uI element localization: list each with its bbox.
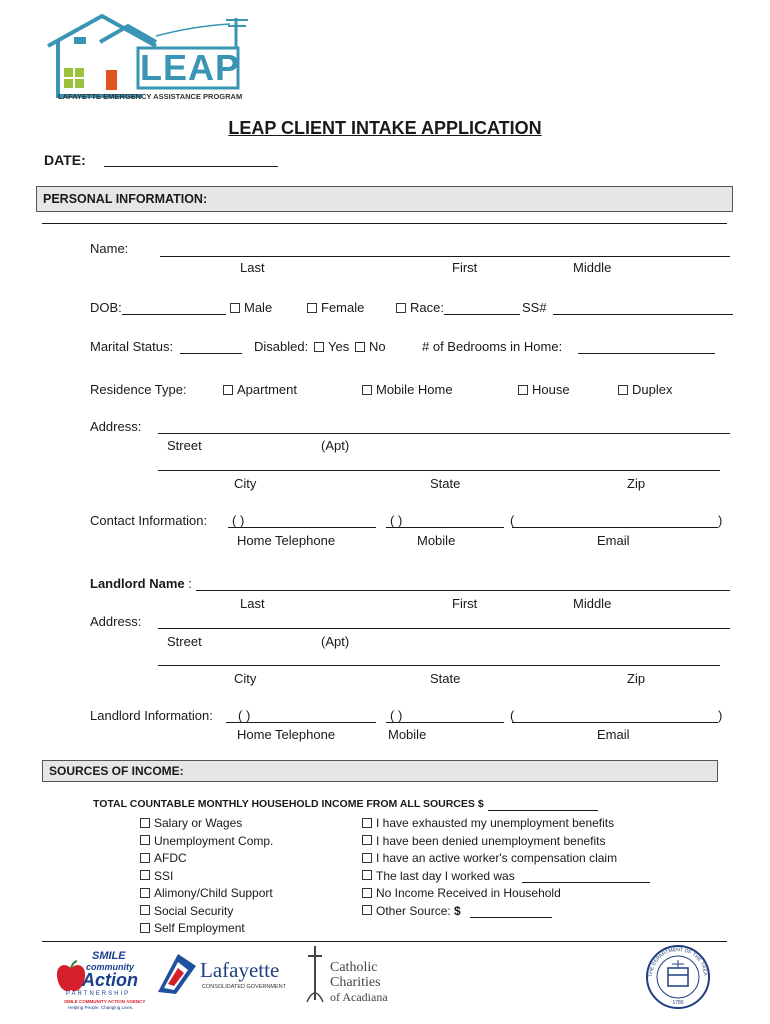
dob-field[interactable]: [122, 314, 226, 315]
landlord-city-caption: City: [234, 671, 257, 686]
landlord-apt-caption: (Apt): [321, 634, 350, 649]
landlord-info-label: Landlord Information:: [90, 708, 213, 723]
zip-caption: Zip: [627, 476, 646, 491]
name-label: Name:: [90, 241, 129, 256]
landlord-name-label: Landlord Name :: [90, 576, 192, 591]
lafayette-emblem-icon: [156, 952, 198, 996]
email-open-paren: (: [510, 513, 515, 528]
income-option-workers-comp[interactable]: I have an active worker's compensation claim: [362, 851, 617, 869]
landlord-home-area-code: ( ): [238, 708, 251, 723]
catholic-word: Catholic: [330, 960, 378, 975]
checkbox-icon[interactable]: [362, 853, 372, 863]
landlord-city-field[interactable]: [158, 665, 720, 666]
income-option-alimony[interactable]: Alimony/Child Support: [140, 886, 273, 904]
seal-text: THE DEPARTMENT OF THE TREA: [647, 946, 708, 978]
total-income-field[interactable]: [488, 810, 598, 811]
name-first-caption: First: [452, 260, 478, 275]
cross-icon: [304, 944, 326, 1004]
name-last-caption: Last: [240, 260, 265, 275]
landlord-name-field[interactable]: [196, 590, 730, 591]
other-source-field[interactable]: [470, 917, 552, 918]
bedrooms-field[interactable]: [578, 353, 715, 354]
race-field[interactable]: [444, 314, 520, 315]
landlord-mobile-area-code: ( ): [390, 708, 403, 723]
checkbox-icon[interactable]: [140, 870, 150, 880]
personal-info-title: PERSONAL INFORMATION:: [43, 192, 208, 206]
checkbox-icon[interactable]: [140, 923, 150, 933]
of-acadiana-word: of Acadiana: [330, 990, 388, 1004]
landlord-email-field[interactable]: [512, 722, 718, 723]
landlord-zip-caption: Zip: [627, 671, 646, 686]
marital-status-label: Marital Status:: [90, 339, 174, 354]
landlord-email-open-paren: (: [510, 708, 515, 723]
name-field[interactable]: [160, 256, 730, 257]
divider: [42, 223, 727, 224]
last-day-worked-field[interactable]: [522, 882, 650, 883]
name-middle-caption: Middle: [573, 260, 612, 275]
checkbox-icon[interactable]: [307, 303, 317, 313]
income-option-denied[interactable]: I have been denied unemployment benefits: [362, 834, 617, 852]
landlord-home-phone-field[interactable]: [226, 722, 376, 723]
checkbox-icon[interactable]: [362, 888, 372, 898]
residence-house-option[interactable]: House: [518, 382, 570, 397]
gender-female-option[interactable]: Female: [307, 300, 364, 315]
contact-info-label: Contact Information:: [90, 513, 208, 528]
apt-caption: (Apt): [321, 438, 350, 453]
landlord-email-close-paren: ): [718, 708, 723, 723]
checkbox-icon[interactable]: [518, 385, 528, 395]
landlord-street-field[interactable]: [158, 628, 730, 629]
address-label: Address:: [90, 419, 142, 434]
residence-apartment-option[interactable]: Apartment: [223, 382, 297, 397]
income-right-list: [362, 816, 617, 921]
mobile-area-code: ( ): [390, 513, 403, 528]
checkbox-icon[interactable]: [314, 342, 324, 352]
income-option-other[interactable]: Other Source: $: [362, 904, 617, 922]
checkbox-icon[interactable]: [140, 853, 150, 863]
street-caption: Street: [167, 438, 202, 453]
date-field[interactable]: [104, 166, 278, 167]
address-city-field[interactable]: [158, 470, 720, 471]
ss-label: SS#: [522, 300, 547, 315]
landlord-mobile-field[interactable]: [386, 722, 504, 723]
charities-word: Charities: [330, 975, 381, 990]
income-option-salary[interactable]: Salary or Wages: [140, 816, 273, 834]
disabled-no-option[interactable]: No: [355, 339, 386, 354]
landlord-email-caption: Email: [597, 727, 630, 742]
email-caption: Email: [597, 533, 630, 548]
smile-tagline: Helping People. Changing Lives.: [68, 1005, 134, 1010]
gender-male-option[interactable]: Male: [230, 300, 272, 315]
bedrooms-label: # of Bedrooms in Home:: [422, 339, 563, 354]
home-telephone-caption: Home Telephone: [237, 533, 336, 548]
home-phone-area-code: ( ): [232, 513, 245, 528]
income-option-no-income[interactable]: No Income Received in Household: [362, 886, 617, 904]
checkbox-icon[interactable]: [362, 905, 372, 915]
income-option-self-employment[interactable]: Self Employment: [140, 921, 273, 939]
smile-partnership: PARTNERSHIP: [66, 991, 131, 997]
smile-word: SMILE: [92, 950, 126, 962]
leap-logo: [44, 12, 254, 104]
checkbox-icon[interactable]: [355, 342, 365, 352]
smile-community: community: [86, 962, 135, 972]
catholic-charities-logo: [304, 944, 414, 1006]
income-option-ssi[interactable]: SSI: [140, 869, 273, 887]
landlord-mobile-caption: Mobile: [388, 727, 427, 742]
residence-type-label: Residence Type:: [90, 382, 187, 397]
income-option-afdc[interactable]: AFDC: [140, 851, 273, 869]
income-option-unemployment[interactable]: Unemployment Comp.: [140, 834, 273, 852]
footer-divider: [42, 941, 727, 942]
landlord-address-label: Address:: [90, 614, 142, 629]
income-option-last-day[interactable]: The last day I worked was: [362, 869, 617, 887]
email-close-paren: ): [718, 513, 723, 528]
income-option-social-security[interactable]: Social Security: [140, 904, 273, 922]
checkbox-icon[interactable]: [140, 818, 150, 828]
checkbox-icon[interactable]: [618, 385, 628, 395]
income-title: SOURCES OF INCOME:: [49, 764, 184, 778]
checkbox-icon[interactable]: [223, 385, 233, 395]
landlord-last-caption: Last: [240, 596, 265, 611]
checkbox-icon[interactable]: [362, 870, 372, 880]
mobile-caption: Mobile: [417, 533, 456, 548]
checkbox-icon[interactable]: [362, 818, 372, 828]
smile-logo: [54, 950, 146, 1012]
income-left-list: [140, 816, 273, 939]
income-option-exhausted[interactable]: I have exhausted my unemployment benefits: [362, 816, 617, 834]
residence-mobile-home-option[interactable]: Mobile Home: [362, 382, 453, 397]
city-caption: City: [234, 476, 257, 491]
checkbox-icon[interactable]: [140, 905, 150, 915]
lafayette-logo: [156, 952, 292, 1002]
checkbox-icon[interactable]: [230, 303, 240, 313]
checkbox-icon[interactable]: [140, 888, 150, 898]
ss-field[interactable]: [553, 314, 733, 315]
landlord-state-caption: State: [430, 671, 461, 686]
landlord-home-telephone-caption: Home Telephone: [237, 727, 336, 742]
dob-label: DOB:: [90, 300, 122, 315]
mobile-field[interactable]: [386, 527, 504, 528]
marital-status-field[interactable]: [180, 353, 242, 354]
leap-word: LEAP: [140, 47, 241, 88]
lafayette-consolidated: CONSOLIDATED GOVERNMENT: [202, 984, 286, 990]
date-label: DATE:: [44, 152, 86, 168]
leap-tagline: LAFAYETTE EMERGENCY ASSISTANCE PROGRAM: [58, 92, 243, 101]
income-header: [42, 760, 718, 782]
race-option[interactable]: Race:: [396, 300, 444, 315]
disabled-yes-option[interactable]: Yes: [314, 339, 349, 354]
checkbox-icon[interactable]: [140, 835, 150, 845]
checkbox-icon[interactable]: [396, 303, 406, 313]
state-caption: State: [430, 476, 461, 491]
smile-action: Action: [82, 970, 138, 990]
email-field[interactable]: [512, 527, 718, 528]
checkbox-icon[interactable]: [362, 835, 372, 845]
page-title: LEAP CLIENT INTAKE APPLICATION: [228, 118, 542, 138]
landlord-street-caption: Street: [167, 634, 202, 649]
landlord-first-caption: First: [452, 596, 478, 611]
treasury-seal: [640, 944, 716, 1010]
smile-agency: SMILE COMMUNITY ACTION AGENCY: [64, 999, 146, 1004]
personal-info-header: [36, 186, 733, 212]
disabled-label: Disabled:: [254, 339, 309, 354]
total-income-label: TOTAL COUNTABLE MONTHLY HOUSEHOLD INCOME FROM ALL SOURCES $: [93, 798, 484, 810]
lafayette-word: Lafayette: [200, 958, 280, 982]
treasury-seal-icon: [640, 944, 716, 1010]
checkbox-icon[interactable]: [362, 385, 372, 395]
home-phone-field[interactable]: [228, 527, 376, 528]
address-street-field[interactable]: [158, 433, 730, 434]
seal-year: 1789: [672, 1000, 684, 1006]
residence-duplex-option[interactable]: Duplex: [618, 382, 672, 397]
landlord-middle-caption: Middle: [573, 596, 612, 611]
